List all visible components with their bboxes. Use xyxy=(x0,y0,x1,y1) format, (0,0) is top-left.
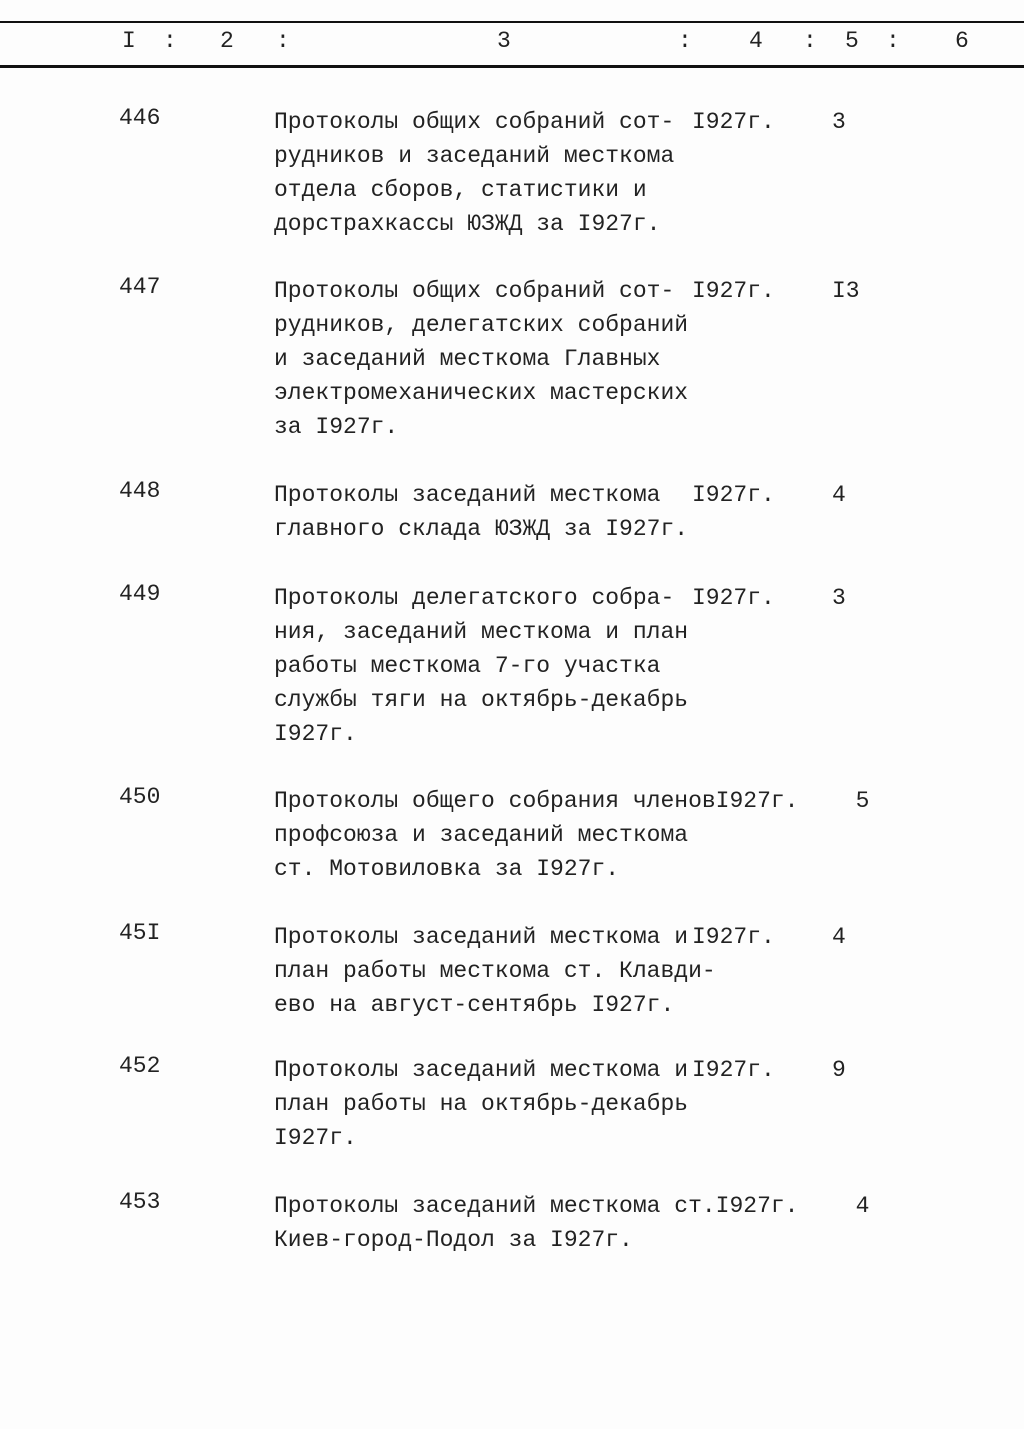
column-header-4: 4 xyxy=(749,28,763,54)
entry-number: 45I xyxy=(119,920,161,946)
entry-description xyxy=(274,581,846,751)
description-line xyxy=(274,818,869,852)
description-text: план работы месткома ст. Клавди- xyxy=(274,958,716,984)
column-header-6: 6 xyxy=(955,28,969,54)
entry-description xyxy=(274,1053,846,1155)
description-text: Протоколы общих собраний сот- xyxy=(274,278,675,304)
entry-sheet-count: I3 xyxy=(832,278,860,304)
description-text: работы месткома 7-го участка xyxy=(274,653,661,679)
entry-number: 447 xyxy=(119,274,161,300)
description-line xyxy=(274,342,860,376)
entry-sheet-count: 5 xyxy=(855,788,870,814)
entry-description xyxy=(274,274,860,444)
header-top-rule xyxy=(0,21,1024,23)
description-text: Протоколы заседаний месткома и xyxy=(274,1057,689,1083)
entry-sheet-count: 4 xyxy=(832,482,846,508)
entry-number: 450 xyxy=(119,784,161,810)
description-line xyxy=(274,784,869,818)
column-header-3: 3 xyxy=(497,28,511,54)
description-text: главного склада ЮЗЖД за I927г. xyxy=(274,516,689,542)
column-separator: : xyxy=(886,28,900,54)
entry-description xyxy=(274,1189,869,1257)
description-text: рудников и заседаний месткома xyxy=(274,143,675,169)
column-header-1: I xyxy=(122,28,136,54)
entry-number: 448 xyxy=(119,478,161,504)
description-text: службы тяги на октябрь-декабрь xyxy=(274,687,689,713)
description-text: Протоколы делегатского собра- xyxy=(274,585,675,611)
entry-sheet-count: 9 xyxy=(832,1057,846,1083)
entry-number: 452 xyxy=(119,1053,161,1079)
description-text: Протоколы заседаний месткома и xyxy=(274,924,689,950)
description-text: I927г. xyxy=(274,1125,357,1151)
description-line xyxy=(274,1121,846,1155)
description-line xyxy=(274,274,860,308)
entry-number: 449 xyxy=(119,581,161,607)
description-text: Киев-город-Подол за I927г. xyxy=(274,1227,633,1253)
entry-year: I927г. xyxy=(692,585,775,611)
description-line xyxy=(274,308,860,342)
description-line xyxy=(274,207,846,241)
entry-sheet-count: 3 xyxy=(832,109,846,135)
description-text: ния, заседаний месткома и план xyxy=(274,619,689,645)
description-text: профсоюза и заседаний месткома xyxy=(274,822,689,848)
description-line xyxy=(274,173,846,207)
header-bottom-rule xyxy=(0,65,1024,68)
description-line xyxy=(274,1053,846,1087)
description-line xyxy=(274,1223,869,1257)
description-line xyxy=(274,105,846,139)
entry-year: I927г. xyxy=(692,1057,775,1083)
entry-description xyxy=(274,478,846,546)
description-text: Протоколы общих собраний сот- xyxy=(274,109,675,135)
entry-year: I927г. xyxy=(715,1193,799,1219)
description-text: ево на август-сентябрь I927г. xyxy=(274,992,675,1018)
column-separator: : xyxy=(276,28,290,54)
description-text: электромеханических мастерских xyxy=(274,380,689,406)
description-text: Протоколы общего собрания членов xyxy=(274,788,716,814)
entry-year: I927г. xyxy=(692,278,775,304)
entry-description xyxy=(274,105,846,241)
description-text: за I927г. xyxy=(274,414,399,440)
entry-year: I927г. xyxy=(715,788,799,814)
description-line xyxy=(274,139,846,173)
description-text: I927г. xyxy=(274,721,357,747)
description-text: план работы на октябрь-декабрь xyxy=(274,1091,689,1117)
description-line xyxy=(274,920,846,954)
description-line xyxy=(274,717,846,751)
entry-year: I927г. xyxy=(692,109,775,135)
description-text: и заседаний месткома Главных xyxy=(274,346,661,372)
entry-sheet-count: 3 xyxy=(832,585,846,611)
description-line xyxy=(274,581,846,615)
description-text: Протоколы заседаний месткома ст. xyxy=(274,1193,716,1219)
entry-number: 446 xyxy=(119,105,161,131)
description-text: Протоколы заседаний месткома xyxy=(274,482,661,508)
description-line xyxy=(274,410,860,444)
column-separator: : xyxy=(163,28,177,54)
entry-number: 453 xyxy=(119,1189,161,1215)
entry-description xyxy=(274,784,869,886)
description-line xyxy=(274,376,860,410)
entry-year: I927г. xyxy=(692,482,775,508)
description-line xyxy=(274,852,869,886)
entry-sheet-count: 4 xyxy=(855,1193,870,1219)
column-header-5: 5 xyxy=(845,28,859,54)
description-text: рудников, делегатских собраний xyxy=(274,312,689,338)
column-header-2: 2 xyxy=(220,28,234,54)
description-text: отдела сборов, статистики и xyxy=(274,177,647,203)
column-separator: : xyxy=(678,28,692,54)
description-line xyxy=(274,988,846,1022)
description-text: ст. Мотовиловка за I927г. xyxy=(274,856,620,882)
entry-description xyxy=(274,920,846,1022)
description-line xyxy=(274,512,846,546)
description-line xyxy=(274,649,846,683)
column-separator: : xyxy=(803,28,817,54)
entry-sheet-count: 4 xyxy=(832,924,846,950)
description-line xyxy=(274,615,846,649)
description-line xyxy=(274,478,846,512)
description-line xyxy=(274,1087,846,1121)
description-line xyxy=(274,683,846,717)
entry-year: I927г. xyxy=(692,924,775,950)
description-line xyxy=(274,954,846,988)
description-text: дорстрахкассы ЮЗЖД за I927г. xyxy=(274,211,661,237)
description-line xyxy=(274,1189,869,1223)
